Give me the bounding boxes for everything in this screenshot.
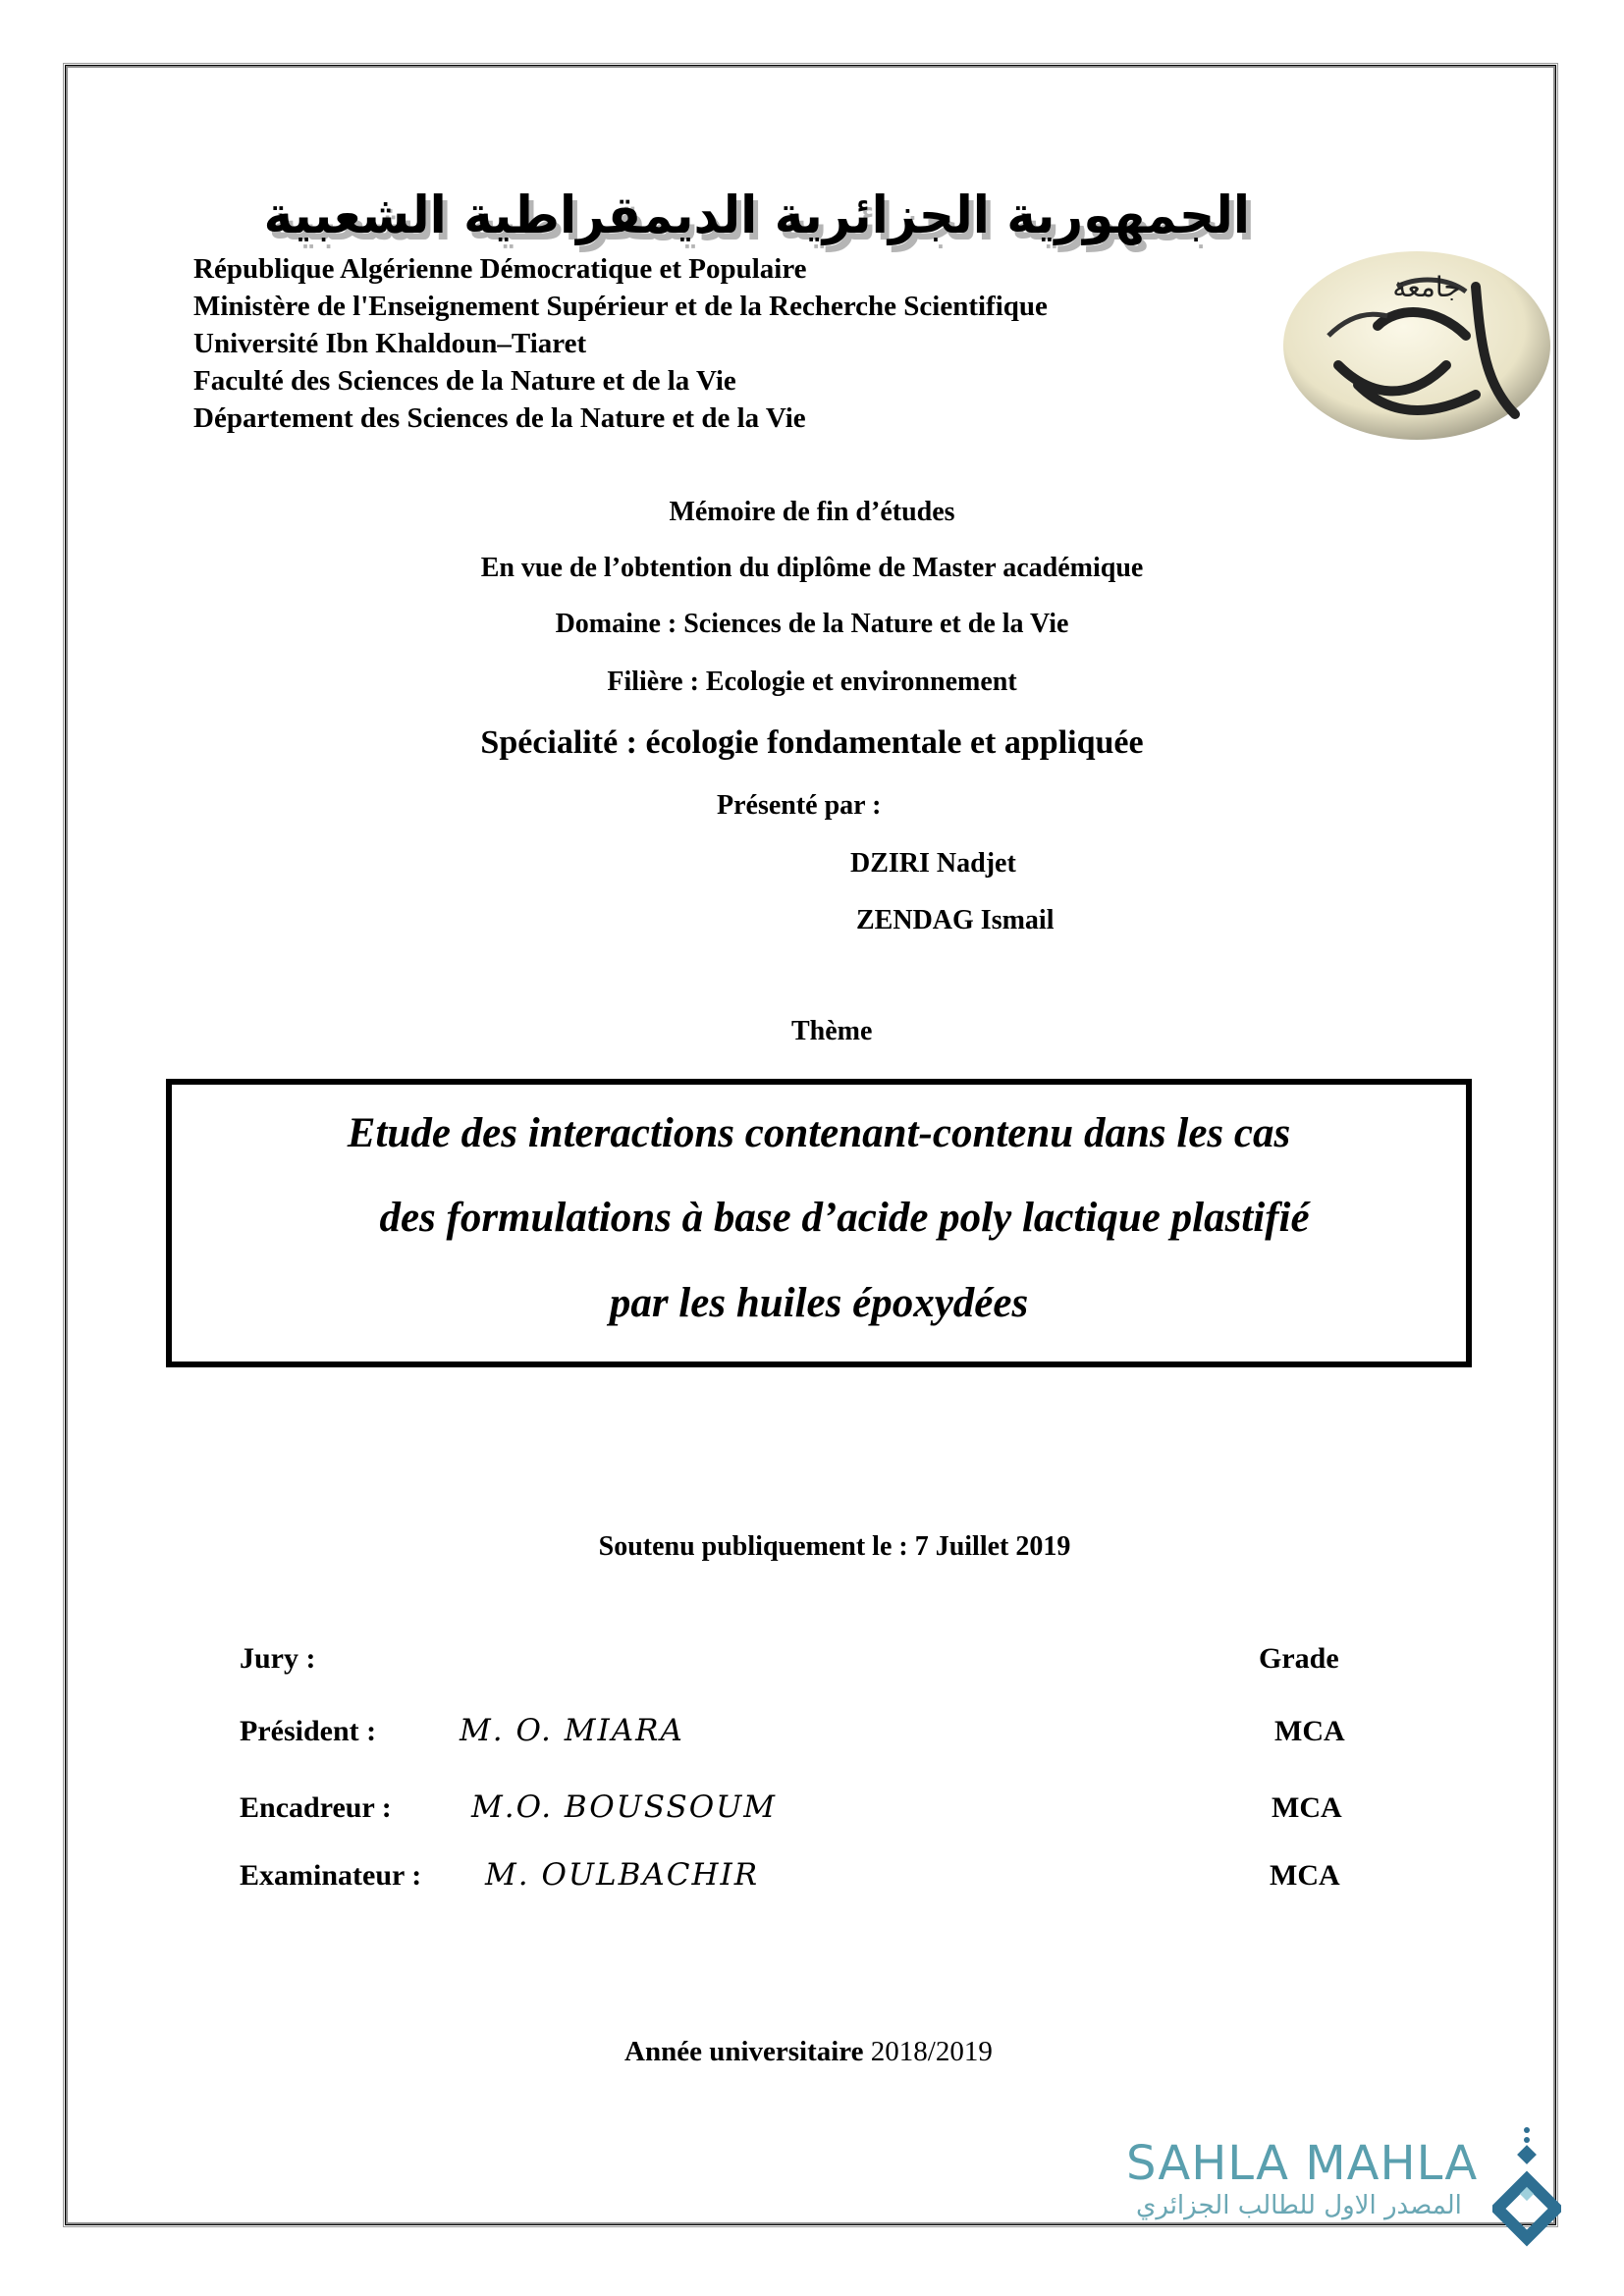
sahla-mahla-emblem-icon — [1492, 2120, 1561, 2248]
jury-role-president: Président : — [240, 1715, 377, 1747]
university-ibn-khaldoun-seal-icon — [1279, 247, 1554, 444]
jury-role-supervisor: Encadreur : — [240, 1791, 392, 1824]
theme-title-line: des formulations à base d’acide poly lactique plastifié — [379, 1195, 1310, 1241]
jury-grade-examiner: MCA — [1270, 1859, 1340, 1892]
theme-title-line: Etude des interactions contenant-contenu dans les cas — [347, 1110, 1291, 1156]
institution-line-republic: République Algérienne Démocratique et Populaire — [193, 253, 807, 285]
academic-year-label: Année universitaire — [624, 2036, 864, 2067]
theme-title-line: par les huiles époxydées — [609, 1280, 1029, 1326]
jury-name-president: M. O. MIARA — [460, 1713, 684, 1748]
svg-text:جامعة: جامعة — [1392, 271, 1461, 303]
presented-by-label: Présenté par : — [717, 790, 882, 821]
watermark-tagline: المصدر الاول للطالب الجزائري — [1136, 2191, 1462, 2220]
jury-role-examiner: Examinateur : — [240, 1859, 422, 1892]
jury-name-examiner: M. OULBACHIR — [485, 1857, 760, 1893]
author-name: ZENDAG Ismail — [856, 905, 1055, 935]
grade-header: Grade — [1259, 1642, 1339, 1675]
jury-grade-supervisor: MCA — [1272, 1791, 1342, 1824]
memoire-domaine: Domaine : Sciences de la Nature et de la Vie — [555, 609, 1069, 639]
watermark-brand: SAHLA MAHLA — [1126, 2136, 1479, 2191]
jury-grade-president: MCA — [1274, 1715, 1345, 1747]
jury-name-supervisor: M.O. BOUSSOUM — [471, 1789, 778, 1825]
theme-label: Thème — [791, 1016, 873, 1046]
memoire-title: Mémoire de fin d’études — [669, 497, 955, 527]
institution-line-faculty: Faculté des Sciences de la Nature et de la Vie — [193, 365, 736, 397]
institution-line-department: Département des Sciences de la Nature et de la Vie — [193, 402, 806, 434]
memoire-filiere: Filière : Ecologie et environnement — [607, 667, 1017, 697]
arabic-republic-title: الجمهورية الجزائرية الديمقراطية الشعبية — [263, 185, 1250, 245]
memoire-specialite: Spécialité : écologie fondamentale et appliquée — [480, 724, 1144, 761]
institution-line-university: Université Ibn Khaldoun–Tiaret — [193, 328, 587, 359]
author-name: DZIRI Nadjet — [850, 848, 1016, 879]
academic-year — [624, 2036, 993, 2068]
academic-year-value: 2018/2019 — [870, 2036, 993, 2067]
jury-label: Jury : — [240, 1642, 316, 1675]
memoire-purpose: En vue de l’obtention du diplôme de Master académique — [480, 553, 1144, 583]
defense-date: Soutenu publiquement le : 7 Juillet 2019 — [598, 1531, 1071, 1562]
institution-line-ministry: Ministère de l'Enseignement Supérieur et de la Recherche Scientifique — [193, 291, 1048, 322]
